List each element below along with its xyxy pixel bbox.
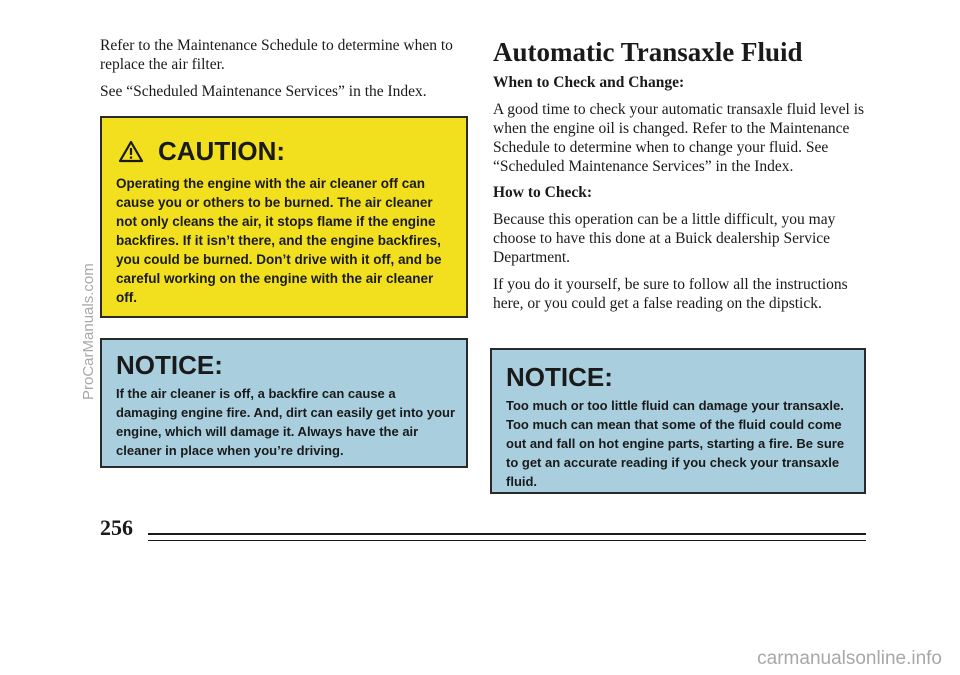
how-to-check-paragraph: Because this operation can be a little difficult, you may choose to have this done at a Buick dealership Service Department. (493, 211, 836, 266)
index-reference-paragraph: See “Scheduled Maintenance Services” in the Index. (100, 83, 427, 100)
footer-rule-thin (148, 540, 866, 541)
subheading-how-to-check: How to Check: (493, 184, 593, 201)
air-filter-paragraph: Refer to the Maintenance Schedule to determine when to replace the air filter. (100, 37, 453, 73)
footer-rule (148, 533, 866, 535)
notice-box-transaxle (490, 348, 866, 494)
notice-text: Too much or too little fluid can damage your transaxle. Too much can mean that some of the fluid could come out and fall on hot engine parts, starting a fire. Be sure to get an accurate reading if you check your transaxle fluid. (506, 398, 845, 489)
caution-heading: CAUTION: (158, 136, 286, 166)
notice-box-air-cleaner (100, 338, 468, 468)
notice-heading: NOTICE: (506, 362, 613, 392)
caution-header (118, 136, 285, 167)
notice-heading: NOTICE: (116, 350, 223, 380)
caution-box (100, 116, 468, 318)
when-to-check-paragraph: A good time to check your automatic transaxle fluid level is when the engine oil is changed. Refer to the Maintenance Schedule to determine when to change your fluid. See “Scheduled Maintenance Services” in the Index. (493, 101, 865, 175)
notice-text: If the air cleaner is off, a backfire can cause a damaging engine fire. And, dirt can easily get into your engine, which will damage it. Always have the air cleaner in place when you’re driving. (116, 386, 456, 458)
subheading-when-to-check: When to Check and Change: (493, 74, 685, 91)
left-column (100, 36, 470, 109)
bottom-watermark: carmanualsonline.info (757, 648, 942, 669)
right-column (493, 36, 868, 321)
page-number: 256 (100, 515, 133, 540)
caution-text: Operating the engine with the air cleaner off can cause you or others to be burned. The air cleaner not only cleans the air, it stops flame if the engine backfires. If it isn’t there, and the engine backfires, you could be burned. Don’t drive with it off, and be careful working on the engine with the air cleaner off. (116, 176, 442, 305)
warning-triangle-icon (118, 140, 144, 163)
section-title: Automatic Transaxle Fluid (493, 37, 803, 67)
side-watermark: ProCarManuals.com (80, 263, 97, 400)
do-it-yourself-paragraph: If you do it yourself, be sure to follow all the instructions here, or you could get a false reading on the dipstick. (493, 276, 848, 312)
